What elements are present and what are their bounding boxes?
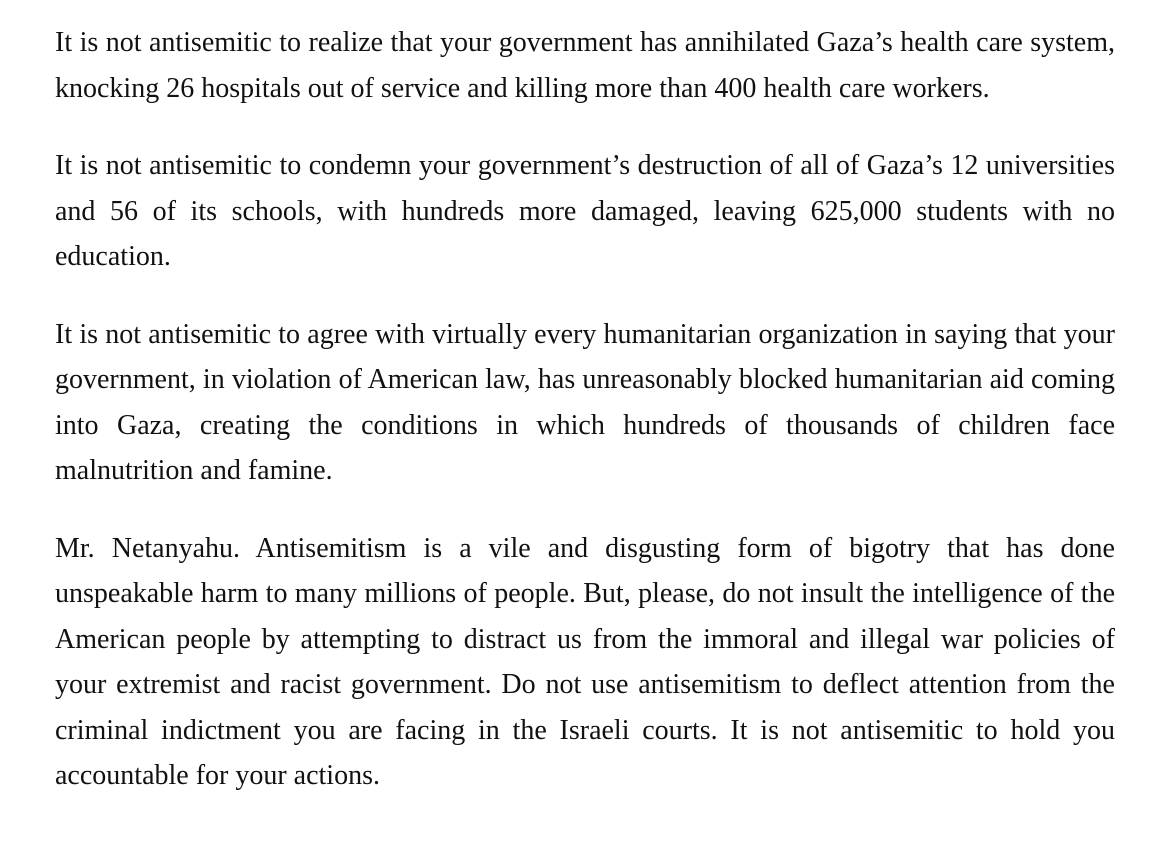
paragraph-netanyahu: Mr. Netanyahu. Antisemitism is a vile and disgusting form of bigotry that has done unspeakable harm to many millions of people. But, please, do not insult the intelligence of the American people by attempting to distract us from the immoral and illegal war policies of your extremist and racist government. Do not use antisemitism to deflect attention from the criminal indictment you are facing in the Israeli courts. It is not antisemitic to hold you accountable for your actions.	[55, 532, 1115, 791]
paragraph-universities: It is not antisemitic to condemn your government’s destruction of all of Gaza’s 12 universities and 56 of its schools, with hundreds more damaged, leaving 625,000 students with no education.	[55, 150, 1115, 272]
paragraph-health-care: It is not antisemitic to realize that your government has annihilated Gaza’s health care system, knocking 26 hospitals out of service and killing more than 400 health care workers.	[55, 27, 1115, 104]
paragraph-humanitarian-aid: It is not antisemitic to agree with virtually every humanitarian organization in saying that your government, in violation of American law, has unreasonably blocked humanitarian aid coming into Gaza, creating the conditions in which hundreds of thousands of children face malnutrition and famine.	[55, 318, 1115, 486]
document-body	[55, 20, 1115, 799]
